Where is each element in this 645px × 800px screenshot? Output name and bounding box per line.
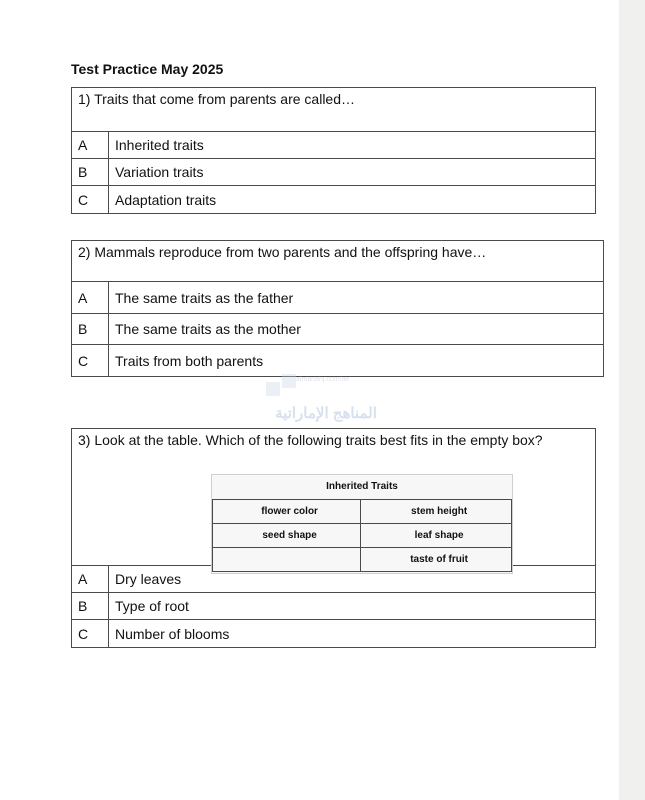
trait-cell: leaf shape: [361, 524, 512, 548]
option-letter: A: [72, 282, 109, 314]
watermark-square: [282, 374, 296, 388]
option-letter: B: [72, 593, 109, 620]
question-1-stem: 1) Traits that come from parents are called…: [72, 88, 596, 132]
option-text: Traits from both parents: [109, 345, 604, 377]
inherited-traits-figure: [78, 448, 595, 565]
option-text: Dry leaves: [109, 566, 596, 593]
option-text: Type of root: [109, 593, 596, 620]
question-3-stem: 3) Look at the table. Which of the following traits best fits in the empty box?: [78, 432, 543, 448]
page-title: Test Practice May 2025: [71, 61, 224, 77]
watermark-url: almanahj.com/ae: [296, 376, 350, 383]
page-side-strip: [619, 0, 645, 800]
option-letter: B: [72, 159, 109, 186]
trait-cell: stem height: [361, 500, 512, 524]
option-letter: A: [72, 566, 109, 593]
option-letter: C: [72, 186, 109, 214]
trait-cell: taste of fruit: [361, 548, 512, 572]
trait-cell: flower color: [213, 500, 361, 524]
question-2-table: [71, 240, 604, 377]
question-1-table: [71, 87, 596, 214]
option-letter: C: [72, 620, 109, 648]
inherited-traits-header: Inherited Traits: [326, 481, 398, 492]
trait-cell: seed shape: [213, 524, 361, 548]
option-text: Variation traits: [109, 159, 596, 186]
question-2-stem: 2) Mammals reproduce from two parents and the offspring have…: [72, 241, 604, 282]
option-text: Inherited traits: [109, 132, 596, 159]
option-letter: C: [72, 345, 109, 377]
inherited-traits-table: [211, 474, 513, 574]
watermark-text: المناهج الإماراتية: [275, 405, 377, 422]
option-text: Number of blooms: [109, 620, 596, 648]
option-text: Adaptation traits: [109, 186, 596, 214]
empty-trait-cell: [213, 548, 361, 572]
option-text: The same traits as the father: [109, 282, 604, 314]
option-text: The same traits as the mother: [109, 314, 604, 345]
option-letter: B: [72, 314, 109, 345]
watermark-logo: [266, 374, 386, 426]
option-letter: A: [72, 132, 109, 159]
inherited-traits-grid: [212, 499, 512, 572]
question-3-table: [71, 428, 596, 648]
watermark-square: [266, 382, 280, 396]
